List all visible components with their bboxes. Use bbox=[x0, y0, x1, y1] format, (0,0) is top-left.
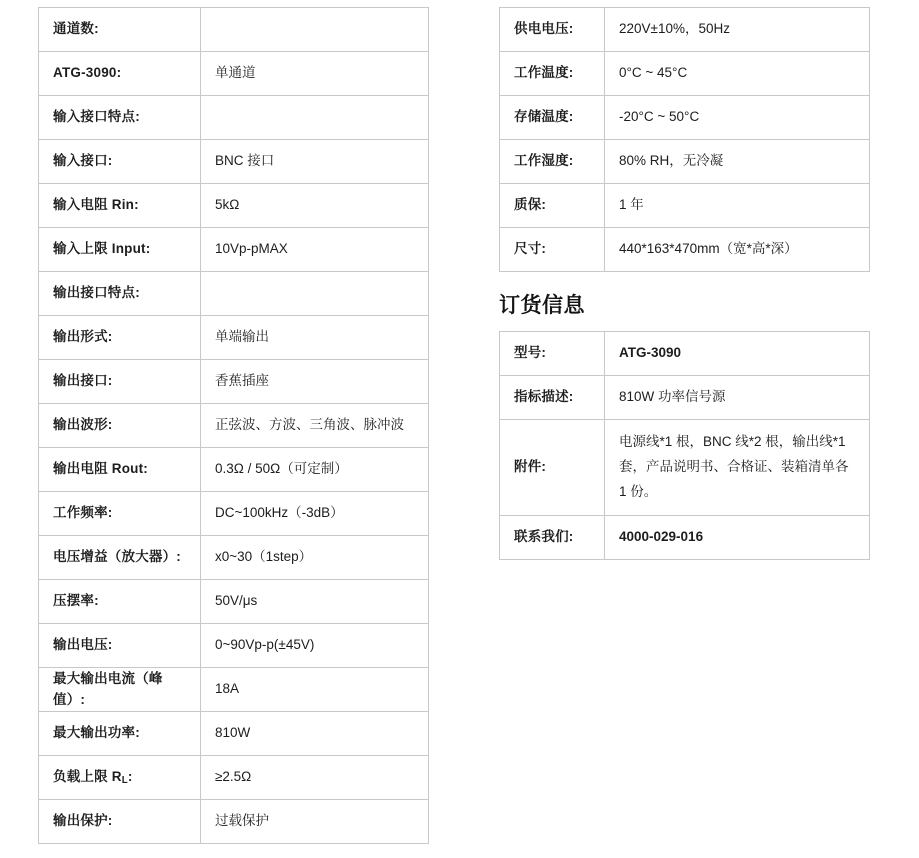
env-row bbox=[500, 8, 870, 52]
spec-key: 负载上限 $R_L$: bbox=[39, 756, 201, 800]
env-key: 工作温度: bbox=[500, 52, 605, 96]
order-row bbox=[500, 515, 870, 559]
spec-row bbox=[39, 536, 429, 580]
spec-section-row bbox=[39, 8, 429, 52]
spec-key: 通道数: bbox=[39, 8, 201, 52]
spec-row bbox=[39, 52, 429, 96]
spec-key: 输入接口特点: bbox=[39, 96, 201, 140]
spec-value: 正弦波、方波、三角波、脉冲波 bbox=[201, 404, 429, 448]
right-column bbox=[499, 7, 869, 272]
spec-key: 输出形式: bbox=[39, 316, 201, 360]
order-info-heading: 订货信息 bbox=[499, 294, 585, 317]
env-key: 存储温度: bbox=[500, 96, 605, 140]
spec-key: 输出保护: bbox=[39, 800, 201, 844]
spec-row bbox=[39, 492, 429, 536]
spec-value: BNC 接口 bbox=[201, 140, 429, 184]
spec-section-row bbox=[39, 96, 429, 140]
order-key: 型号: bbox=[500, 332, 605, 376]
order-value: 810W 功率信号源 bbox=[605, 376, 870, 420]
spec-value: 香蕉插座 bbox=[201, 360, 429, 404]
spec-value: 单通道 bbox=[201, 52, 429, 96]
spec-value: DC~100kHz（-3dB） bbox=[201, 492, 429, 536]
order-info-table bbox=[499, 331, 870, 560]
spec-value: x0~30（1step） bbox=[201, 536, 429, 580]
order-key: 附件: bbox=[500, 420, 605, 516]
spec-row bbox=[39, 756, 429, 800]
product-specification-table bbox=[38, 7, 429, 844]
spec-key: 输出电阻 Rout: bbox=[39, 448, 201, 492]
spec-value: 810W bbox=[201, 712, 429, 756]
spec-row bbox=[39, 184, 429, 228]
spec-value: 10Vp-pMAX bbox=[201, 228, 429, 272]
spec-key: 最大输出功率: bbox=[39, 712, 201, 756]
left-column bbox=[38, 7, 428, 844]
spec-section-row bbox=[39, 272, 429, 316]
spec-key: 输出波形: bbox=[39, 404, 201, 448]
env-key: 工作湿度: bbox=[500, 140, 605, 184]
environment-specification-table bbox=[499, 7, 870, 272]
spec-value: 单端输出 bbox=[201, 316, 429, 360]
order-row bbox=[500, 332, 870, 376]
spec-row bbox=[39, 800, 429, 844]
spec-key: 压摆率: bbox=[39, 580, 201, 624]
env-value: -20°C ~ 50°C bbox=[605, 96, 870, 140]
env-value: 1 年 bbox=[605, 184, 870, 228]
env-value: 220V±10%，50Hz bbox=[605, 8, 870, 52]
env-key: 供电电压: bbox=[500, 8, 605, 52]
spec-row bbox=[39, 140, 429, 184]
spec-key: 输出电压: bbox=[39, 624, 201, 668]
spec-row bbox=[39, 580, 429, 624]
env-row bbox=[500, 184, 870, 228]
spec-key: 输出接口特点: bbox=[39, 272, 201, 316]
spec-value bbox=[201, 96, 429, 140]
spec-key: 输入电阻 Rin: bbox=[39, 184, 201, 228]
spec-row bbox=[39, 316, 429, 360]
spec-key: ATG-3090: bbox=[39, 52, 201, 96]
order-key: 联系我们: bbox=[500, 515, 605, 559]
spec-row bbox=[39, 228, 429, 272]
order-value: ATG-3090 bbox=[605, 332, 870, 376]
spec-row bbox=[39, 712, 429, 756]
spec-key: 电压增益（放大器）: bbox=[39, 536, 201, 580]
spec-row bbox=[39, 448, 429, 492]
spec-value: ≥2.5Ω bbox=[201, 756, 429, 800]
order-value: 电源线*1 根，BNC 线*2 根，输出线*1 套，产品说明书、合格证、装箱清单各 1 份。 bbox=[605, 420, 870, 516]
spec-value: 18A bbox=[201, 668, 429, 712]
env-value: 0°C ~ 45°C bbox=[605, 52, 870, 96]
spec-key: 输入接口: bbox=[39, 140, 201, 184]
env-value: 440*163*470mm（宽*高*深） bbox=[605, 228, 870, 272]
spec-row bbox=[39, 404, 429, 448]
order-key: 指标描述: bbox=[500, 376, 605, 420]
spec-value bbox=[201, 8, 429, 52]
env-key: 尺寸: bbox=[500, 228, 605, 272]
spec-key: 输出接口: bbox=[39, 360, 201, 404]
spec-row bbox=[39, 668, 429, 712]
spec-row bbox=[39, 360, 429, 404]
env-row bbox=[500, 96, 870, 140]
spec-key: 输入上限 Input: bbox=[39, 228, 201, 272]
spec-value: 5kΩ bbox=[201, 184, 429, 228]
env-row bbox=[500, 140, 870, 184]
env-value: 80% RH，无冷凝 bbox=[605, 140, 870, 184]
spec-value: 过载保护 bbox=[201, 800, 429, 844]
order-info-section bbox=[499, 331, 869, 560]
spec-value bbox=[201, 272, 429, 316]
spec-key: 最大输出电流（峰值）: bbox=[39, 668, 201, 712]
env-key: 质保: bbox=[500, 184, 605, 228]
spec-value: 0.3Ω / 50Ω（可定制） bbox=[201, 448, 429, 492]
order-row bbox=[500, 376, 870, 420]
spec-row bbox=[39, 624, 429, 668]
spec-value: 0~90Vp-p(±45V) bbox=[201, 624, 429, 668]
env-row bbox=[500, 52, 870, 96]
env-row bbox=[500, 228, 870, 272]
spec-value: 50V/μs bbox=[201, 580, 429, 624]
spec-key: 工作频率: bbox=[39, 492, 201, 536]
order-row bbox=[500, 420, 870, 516]
order-value: 4000-029-016 bbox=[605, 515, 870, 559]
